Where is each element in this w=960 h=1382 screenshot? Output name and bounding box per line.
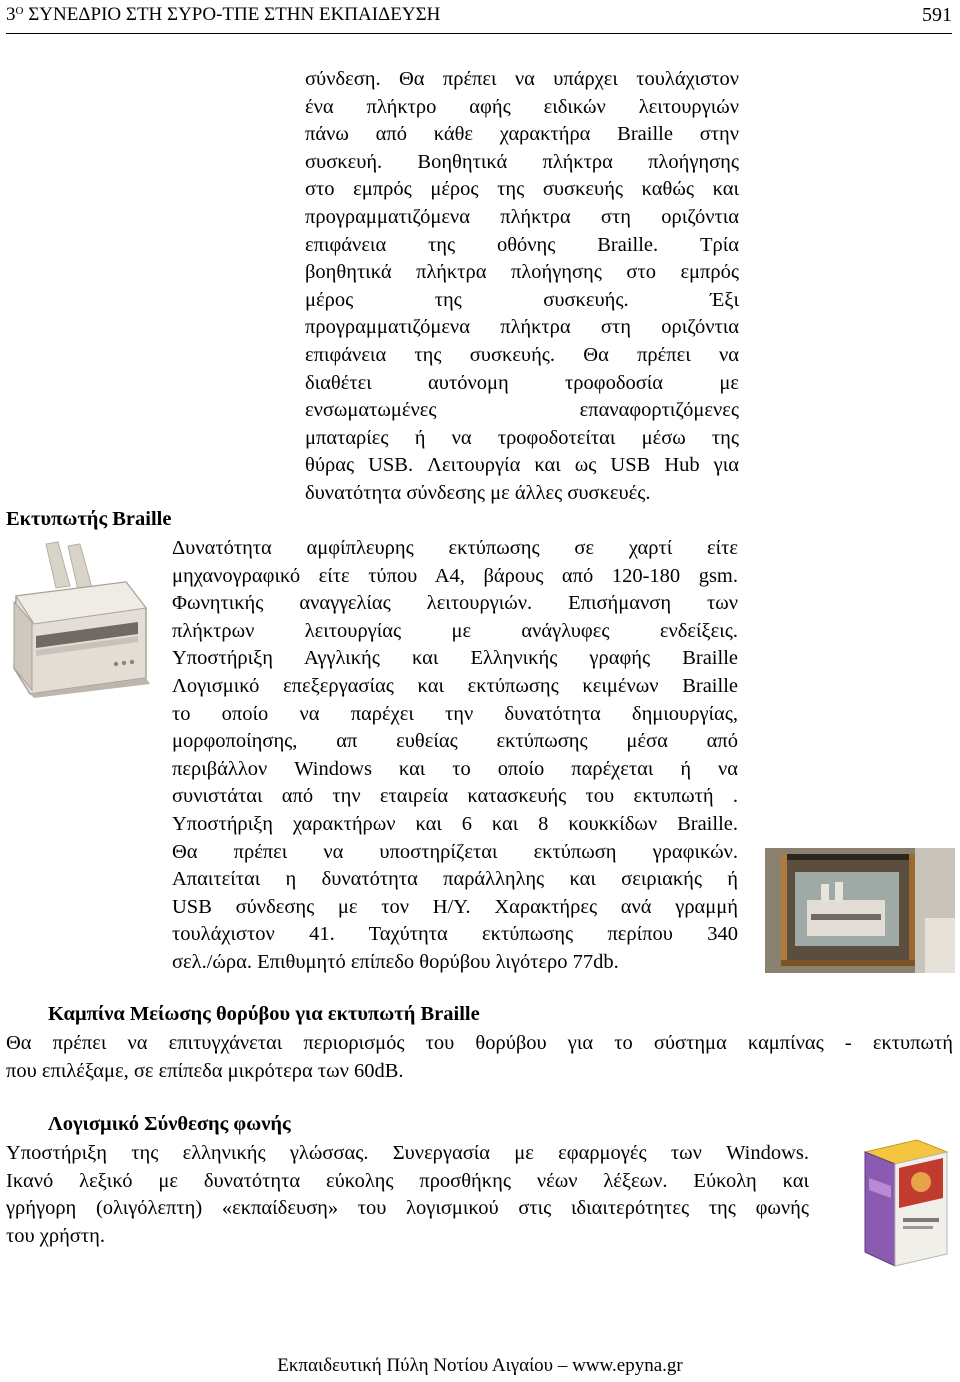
text-line: Υποστήριξη χαρακτήρων και 6 και 8 κουκκίδων Braille. [172, 812, 738, 835]
conference-number: 3 [6, 4, 16, 25]
text-line: προγραμματιζόμενα πλήκτρα στη οριζόντια [305, 316, 739, 339]
text-line: συσκευή. Βοηθητικά πλήκτρα πλοήγησης [305, 150, 739, 173]
text-line: συνιστάται από την εταιρεία κατασκευής του εκτυπωτή . [172, 785, 738, 808]
text-line: Φωνητικής αναγγελίας λειτουργιών. Επισήμανση των [172, 592, 738, 615]
text-line: Υποστήριξη Αγγλικής και Ελληνικής γραφής Braille [172, 647, 738, 670]
text-line: προγραμματιζόμενα πλήκτρα στη οριζόντια [305, 205, 739, 228]
page-number: 591 [922, 4, 952, 26]
text-line: μηχανογραφικό είτε τύπου Α4, βάρους από 120-180 gsm. [172, 564, 738, 587]
text-line: πλήκτρων λειτουργίας με ανάγλυφες ενδείξεις. [172, 619, 738, 642]
printer-paragraph [172, 535, 738, 977]
text-line: σύνδεση. Θα πρέπει να υπάρχει τουλάχιστον [305, 68, 739, 90]
text-line: επιφάνεια της συσκευής. Θα πρέπει να [305, 343, 739, 366]
printer-heading: Εκτυπωτής Braille [6, 508, 172, 530]
text-line: USB σύνδεσης με τον Η/Υ. Χαρακτήρες ανά γραμμή [172, 895, 738, 918]
page-header [6, 2, 952, 28]
header-divider [6, 33, 952, 34]
text-line: Απαιτείται η δυνατότητα παράλληλης και σειριακής ή [172, 868, 738, 891]
cabin-paragraph [6, 1030, 953, 1085]
page-footer: Εκπαιδευτική Πύλη Νοτίου Αιγαίου – www.epyna.gr [277, 1355, 683, 1376]
text-line: γρήγορη (ολιγόλεπτη) «εκπαίδευση» του λογισμικού στις ιδιαιτερότητες της φωνής [6, 1197, 809, 1220]
text-line: βοηθητικά πλήκτρα πλοήγησης στο εμπρός [305, 261, 739, 284]
cabin-heading: Καμπίνα Μείωσης θορύβου για εκτυπωτή Braille [48, 1003, 480, 1025]
conference-title [6, 4, 440, 26]
text-line: θύρας USB. Λειτουργία και ως USB Hub για [305, 454, 739, 477]
text-line: ενσωματωμένες επαναφορτιζόμενες [305, 399, 739, 422]
text-line: μορφοποίησης, απ ευθείας εκτύπωσης μέσα από [172, 730, 738, 753]
conference-title-text: ΣΥΝΕΔΡΙΟ ΣΤΗ ΣΥΡΟ-ΤΠΕ ΣΤΗΝ ΕΚΠΑΙΔΕΥΣΗ [28, 4, 441, 25]
text-line: Θα πρέπει να επιτυγχάνεται περιορισμός του θορύβου για το σύστημα καμπίνας - εκτυπωτή [6, 1032, 953, 1054]
text-line: που επιλέξαμε, σε επίπεδα μικρότερα των 60dB. [6, 1059, 404, 1082]
text-line: Υποστήριξη της ελληνικής γλώσσας. Συνεργασία με εφαρμογές των Windows. [6, 1142, 809, 1164]
text-line: μπαταρίες ή να τροφοδοτείται μέσω της [305, 426, 739, 449]
text-line: περιβάλλον Windows και το οποίο παρέχεται ή να [172, 757, 738, 780]
top-paragraph [305, 66, 739, 508]
text-line: Ικανό λεξικό με δυνατότητα εύκολης προσθήκης νέων λέξεων. Εύκολη και [6, 1169, 809, 1192]
noise-cabin-image [765, 848, 955, 973]
text-line: επιφάνεια της οθόνης Braille. Τρία [305, 233, 739, 256]
text-line: μέρος της συσκευής. Έξι [305, 288, 739, 311]
text-line: δυνατότητα σύνδεσης με άλλες συσκευές. [305, 481, 651, 504]
braille-printer-image [6, 538, 154, 698]
text-line: διαθέτει αυτόνομη τροφοδοσία με [305, 371, 739, 394]
text-line: Θα πρέπει να υποστηρίζεται εκτύπωση γραφικών. [172, 840, 738, 863]
software-heading: Λογισμικό Σύνθεσης φωνής [48, 1113, 291, 1135]
text-line: το οποίο να παρέχει την δυνατότητα δημιουργίας, [172, 702, 738, 725]
text-line: Δυνατότητα αμφίπλευρης εκτύπωσης σε χαρτί είτε [172, 537, 738, 559]
text-line: πάνω από κάθε χαρακτήρα Braille στην [305, 123, 739, 146]
software-box-image [855, 1138, 955, 1270]
text-line: σελ./ώρα. Επιθυμητό επίπεδο θορύβου λιγότερο 77db. [172, 950, 619, 973]
text-line: στο εμπρός μέρος της συσκευής καθώς και [305, 178, 739, 201]
text-line: τουλάχιστον 41. Ταχύτητα εκτύπωσης περίπου 340 [172, 923, 738, 946]
text-line: ένα πλήκτρο αφής ειδικών λειτουργιών [305, 95, 739, 118]
software-paragraph [6, 1140, 809, 1250]
text-line: του χρήστη. [6, 1224, 105, 1247]
conference-superscript: Ο [15, 5, 24, 17]
text-line: Λογισμικό επεξεργασίας και εκτύπωσης κειμένων Braille [172, 674, 738, 697]
